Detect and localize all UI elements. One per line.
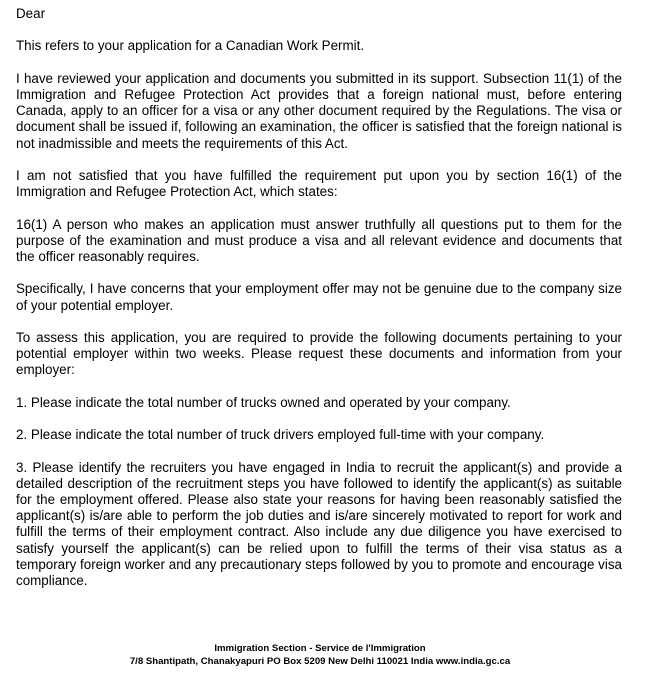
list-item-recruiters: 3. Please identify the recruiters you have engaged in India to recruit the applicant(s) and provide a detailed description of the recruitment steps you have followed to identify the applicant(s) as suitable for the employment offered. Please also state your reasons for having been reasonably satisfied the applicant(s) is/are able to perform the job duties and is/are sincerely motivated to report for work and fulfill the terms of their employment contract. Also include any due diligence you have exercised to satisfy yourself the applicant(s) can be relied upon to fulfill the terms of their visa status as a temporary foreign worker and any precautionary steps followed by you to promote and encourage visa compliance. xyxy=(16,459,622,588)
letter-body xyxy=(16,6,622,605)
paragraph-assess: To assess this application, you are required to provide the following documents pertaining to your potential employer within two weeks. Please request these documents and information from your employer: xyxy=(16,329,622,378)
footer-section-name: Immigration Section - Service de l'Immigration xyxy=(214,643,426,654)
footer-address: 7/8 Shantipath, Chanakyapuri PO Box 5209 New Delhi 110021 India www.india.gc.ca xyxy=(129,655,511,667)
list-item-drivers: 2. Please indicate the total number of truck drivers employed full-time with your company. xyxy=(16,427,545,443)
salutation: Dear xyxy=(16,6,46,21)
footer xyxy=(0,643,640,668)
paragraph-section-16: 16(1) A person who makes an application must answer truthfully all questions put to them for the purpose of the examination and must produce a visa and all relevant evidence and documents that the officer reasonably requires. xyxy=(16,216,622,264)
paragraph-intro: This refers to your application for a Canadian Work Permit. xyxy=(16,38,365,54)
paragraph-review: I have reviewed your application and documents you submitted in its support. Subsection 11(1) of the Immigration and Refugee Protection Act provides that a foreign national must, before entering Canada, apply to an officer for a visa or any other document required by the Regulations. The visa or document shall be issued if, following an examination, the officer is satisfied that the foreign national is not inadmissible and meets the requirements of this Act. xyxy=(16,70,622,151)
paragraph-concerns: Specifically, I have concerns that your employment offer may not be genuine due to the company size of your potential employer. xyxy=(16,281,622,313)
list-item-trucks: 1. Please indicate the total number of trucks owned and operated by your company. xyxy=(16,394,511,410)
paragraph-not-satisfied: I am not satisfied that you have fulfilled the requirement put upon you by section 16(1) of the Immigration and Refugee Protection Act, which states: xyxy=(16,167,622,200)
